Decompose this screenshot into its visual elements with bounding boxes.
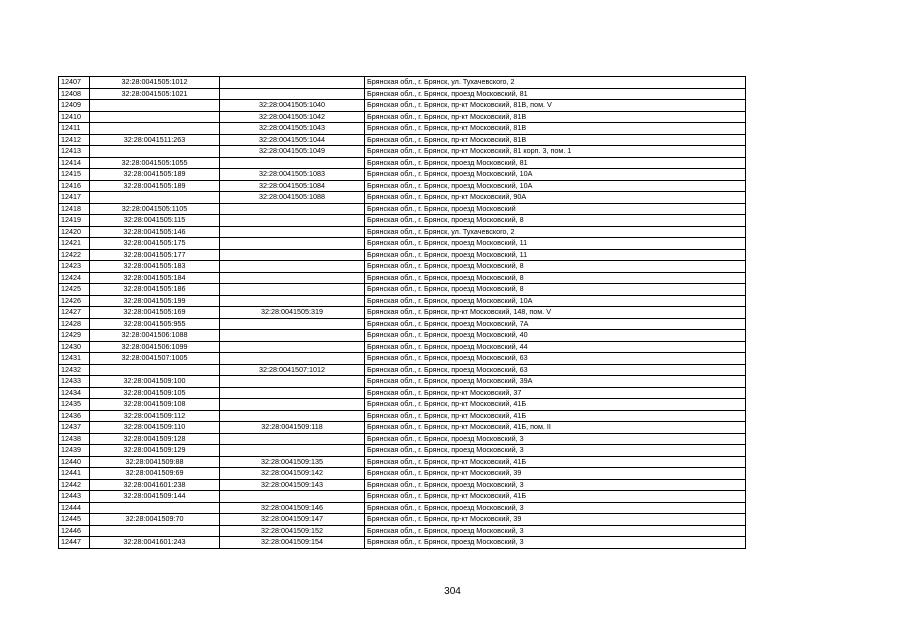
related-cadastral-number-cell: 32:28:0041509:135 <box>220 456 365 468</box>
related-cadastral-number-cell: 32:28:0041509:142 <box>220 468 365 480</box>
cadastral-number-cell: 32:28:0041509:88 <box>90 456 220 468</box>
table-row <box>59 387 746 399</box>
cadastral-number-cell: 32:28:0041505:115 <box>90 215 220 227</box>
cadastral-number-cell: 32:28:0041506:1099 <box>90 341 220 353</box>
cadastral-number-cell: 32:28:0041505:189 <box>90 180 220 192</box>
address-cell: Брянская обл., г. Брянск, пр-кт Московский, 39 <box>365 468 746 480</box>
address-cell: Брянская обл., г. Брянск, проезд Московский, 10А <box>365 180 746 192</box>
table-row <box>59 272 746 284</box>
row-number-cell: 12442 <box>59 479 90 491</box>
cadastral-number-cell: 32:28:0041505:955 <box>90 318 220 330</box>
related-cadastral-number-cell: 32:28:0041505:1088 <box>220 192 365 204</box>
address-cell: Брянская обл., г. Брянск, проезд Московский, 8 <box>365 284 746 296</box>
cadastral-number-cell: 32:28:0041506:1088 <box>90 330 220 342</box>
table-row <box>59 364 746 376</box>
table-row <box>59 376 746 388</box>
related-cadastral-number-cell: 32:28:0041509:147 <box>220 514 365 526</box>
related-cadastral-number-cell: 32:28:0041509:118 <box>220 422 365 434</box>
address-cell: Брянская обл., г. Брянск, проезд Московский, 11 <box>365 238 746 250</box>
cadastral-number-cell: 32:28:0041505:186 <box>90 284 220 296</box>
cadastral-number-cell: 32:28:0041505:184 <box>90 272 220 284</box>
row-number-cell: 12434 <box>59 387 90 399</box>
related-cadastral-number-cell: 32:28:0041509:146 <box>220 502 365 514</box>
table-row <box>59 330 746 342</box>
row-number-cell: 12431 <box>59 353 90 365</box>
address-cell: Брянская обл., г. Брянск, ул. Тухачевского, 2 <box>365 226 746 238</box>
table-row <box>59 318 746 330</box>
row-number-cell: 12409 <box>59 100 90 112</box>
related-cadastral-number-cell <box>220 295 365 307</box>
related-cadastral-number-cell <box>220 157 365 169</box>
table-row <box>59 479 746 491</box>
table-row <box>59 261 746 273</box>
cadastral-number-cell: 32:28:0041505:1021 <box>90 88 220 100</box>
table-row <box>59 77 746 89</box>
row-number-cell: 12423 <box>59 261 90 273</box>
address-cell: Брянская обл., г. Брянск, проезд Московский, 44 <box>365 341 746 353</box>
table-row <box>59 249 746 261</box>
cadastral-number-cell: 32:28:0041509:108 <box>90 399 220 411</box>
cadastral-number-cell: 32:28:0041505:177 <box>90 249 220 261</box>
row-number-cell: 12421 <box>59 238 90 250</box>
table-row <box>59 514 746 526</box>
address-cell: Брянская обл., г. Брянск, проезд Московский, 3 <box>365 525 746 537</box>
address-cell: Брянская обл., г. Брянск, пр-кт Московский, 148, пом. V <box>365 307 746 319</box>
address-cell: Брянская обл., г. Брянск, проезд Московский, 63 <box>365 364 746 376</box>
row-number-cell: 12412 <box>59 134 90 146</box>
related-cadastral-number-cell: 32:28:0041505:1044 <box>220 134 365 146</box>
related-cadastral-number-cell: 32:28:0041505:319 <box>220 307 365 319</box>
cadastral-number-cell: 32:28:0041509:112 <box>90 410 220 422</box>
address-cell: Брянская обл., г. Брянск, пр-кт Московский, 81В, пом. V <box>365 100 746 112</box>
table-row <box>59 422 746 434</box>
table-row <box>59 111 746 123</box>
related-cadastral-number-cell <box>220 376 365 388</box>
table-row <box>59 295 746 307</box>
table-row <box>59 456 746 468</box>
row-number-cell: 12414 <box>59 157 90 169</box>
address-cell: Брянская обл., г. Брянск, проезд Московский, 8 <box>365 261 746 273</box>
cadastral-number-cell: 32:28:0041505:183 <box>90 261 220 273</box>
cadastral-number-cell: 32:28:0041509:129 <box>90 445 220 457</box>
address-cell: Брянская обл., г. Брянск, проезд Московский, 8 <box>365 215 746 227</box>
address-cell: Брянская обл., г. Брянск, пр-кт Московский, 41Б <box>365 491 746 503</box>
related-cadastral-number-cell <box>220 399 365 411</box>
table-row <box>59 284 746 296</box>
address-cell: Брянская обл., г. Брянск, пр-кт Московский, 81В <box>365 111 746 123</box>
table-row <box>59 88 746 100</box>
related-cadastral-number-cell <box>220 226 365 238</box>
cadastral-number-cell <box>90 525 220 537</box>
table-row <box>59 203 746 215</box>
address-cell: Брянская обл., г. Брянск, пр-кт Московский, 41Б, пом. II <box>365 422 746 434</box>
table-row <box>59 307 746 319</box>
address-cell: Брянская обл., г. Брянск, проезд Московский, 81 <box>365 88 746 100</box>
row-number-cell: 12419 <box>59 215 90 227</box>
table-row <box>59 399 746 411</box>
cadastral-number-cell: 32:28:0041505:189 <box>90 169 220 181</box>
address-cell: Брянская обл., г. Брянск, проезд Московский, 10А <box>365 169 746 181</box>
cadastral-number-cell: 32:28:0041505:175 <box>90 238 220 250</box>
address-cell: Брянская обл., г. Брянск, пр-кт Московский, 81В <box>365 123 746 135</box>
row-number-cell: 12444 <box>59 502 90 514</box>
cadastral-number-cell: 32:28:0041509:128 <box>90 433 220 445</box>
cadastral-number-cell: 32:28:0041509:70 <box>90 514 220 526</box>
address-cell: Брянская обл., г. Брянск, пр-кт Московский, 39 <box>365 514 746 526</box>
related-cadastral-number-cell: 32:28:0041509:154 <box>220 537 365 549</box>
table-row <box>59 238 746 250</box>
row-number-cell: 12435 <box>59 399 90 411</box>
page-number: 304 <box>444 586 461 597</box>
related-cadastral-number-cell: 32:28:0041505:1083 <box>220 169 365 181</box>
table-row <box>59 491 746 503</box>
table-row <box>59 169 746 181</box>
related-cadastral-number-cell: 32:28:0041509:143 <box>220 479 365 491</box>
related-cadastral-number-cell: 32:28:0041509:152 <box>220 525 365 537</box>
related-cadastral-number-cell <box>220 330 365 342</box>
related-cadastral-number-cell <box>220 284 365 296</box>
cadastral-number-cell <box>90 146 220 158</box>
cadastral-number-cell: 32:28:0041509:110 <box>90 422 220 434</box>
row-number-cell: 12408 <box>59 88 90 100</box>
row-number-cell: 12418 <box>59 203 90 215</box>
table-row <box>59 445 746 457</box>
related-cadastral-number-cell <box>220 88 365 100</box>
table-row <box>59 353 746 365</box>
row-number-cell: 12445 <box>59 514 90 526</box>
table-row <box>59 537 746 549</box>
table-row <box>59 100 746 112</box>
row-number-cell: 12427 <box>59 307 90 319</box>
cadastral-number-cell <box>90 123 220 135</box>
cadastral-number-cell <box>90 502 220 514</box>
related-cadastral-number-cell <box>220 77 365 89</box>
related-cadastral-number-cell <box>220 341 365 353</box>
address-cell: Брянская обл., г. Брянск, проезд Московский, 8 <box>365 272 746 284</box>
related-cadastral-number-cell <box>220 445 365 457</box>
row-number-cell: 12428 <box>59 318 90 330</box>
row-number-cell: 12438 <box>59 433 90 445</box>
related-cadastral-number-cell <box>220 433 365 445</box>
row-number-cell: 12447 <box>59 537 90 549</box>
related-cadastral-number-cell <box>220 491 365 503</box>
table-row <box>59 123 746 135</box>
cadastral-number-cell <box>90 364 220 376</box>
address-cell: Брянская обл., г. Брянск, пр-кт Московский, 41Б <box>365 410 746 422</box>
row-number-cell: 12415 <box>59 169 90 181</box>
cadastral-number-cell: 32:28:0041511:263 <box>90 134 220 146</box>
row-number-cell: 12433 <box>59 376 90 388</box>
table-row <box>59 468 746 480</box>
row-number-cell: 12420 <box>59 226 90 238</box>
address-cell: Брянская обл., г. Брянск, проезд Московский, 3 <box>365 433 746 445</box>
address-cell: Брянская обл., г. Брянск, проезд Московский <box>365 203 746 215</box>
address-cell: Брянская обл., г. Брянск, пр-кт Московский, 41Б <box>365 456 746 468</box>
row-number-cell: 12436 <box>59 410 90 422</box>
cadastral-number-cell: 32:28:0041507:1005 <box>90 353 220 365</box>
table-row <box>59 341 746 353</box>
row-number-cell: 12413 <box>59 146 90 158</box>
cadastral-number-cell <box>90 100 220 112</box>
related-cadastral-number-cell <box>220 353 365 365</box>
row-number-cell: 12439 <box>59 445 90 457</box>
row-number-cell: 12429 <box>59 330 90 342</box>
row-number-cell: 12410 <box>59 111 90 123</box>
row-number-cell: 12430 <box>59 341 90 353</box>
address-cell: Брянская обл., г. Брянск, проезд Московский, 40 <box>365 330 746 342</box>
related-cadastral-number-cell: 32:28:0041507:1012 <box>220 364 365 376</box>
row-number-cell: 12441 <box>59 468 90 480</box>
address-cell: Брянская обл., г. Брянск, пр-кт Московский, 90А <box>365 192 746 204</box>
row-number-cell: 12422 <box>59 249 90 261</box>
address-cell: Брянская обл., г. Брянск, ул. Тухачевского, 2 <box>365 77 746 89</box>
address-cell: Брянская обл., г. Брянск, пр-кт Московский, 41Б <box>365 399 746 411</box>
table-row <box>59 146 746 158</box>
row-number-cell: 12416 <box>59 180 90 192</box>
address-cell: Брянская обл., г. Брянск, пр-кт Московский, 81В <box>365 134 746 146</box>
table-row <box>59 192 746 204</box>
row-number-cell: 12417 <box>59 192 90 204</box>
row-number-cell: 12425 <box>59 284 90 296</box>
row-number-cell: 12437 <box>59 422 90 434</box>
property-register-table <box>58 76 746 549</box>
related-cadastral-number-cell <box>220 238 365 250</box>
cadastral-number-cell: 32:28:0041509:144 <box>90 491 220 503</box>
cadastral-number-cell: 32:28:0041509:100 <box>90 376 220 388</box>
address-cell: Брянская обл., г. Брянск, проезд Московский, 81 <box>365 157 746 169</box>
table-row <box>59 134 746 146</box>
cadastral-number-cell: 32:28:0041505:1055 <box>90 157 220 169</box>
related-cadastral-number-cell: 32:28:0041505:1040 <box>220 100 365 112</box>
related-cadastral-number-cell: 32:28:0041505:1042 <box>220 111 365 123</box>
table-row <box>59 157 746 169</box>
related-cadastral-number-cell <box>220 215 365 227</box>
address-cell: Брянская обл., г. Брянск, проезд Московский, 7А <box>365 318 746 330</box>
cadastral-number-cell: 32:28:0041509:69 <box>90 468 220 480</box>
related-cadastral-number-cell <box>220 387 365 399</box>
row-number-cell: 12411 <box>59 123 90 135</box>
table-row <box>59 410 746 422</box>
table-body <box>59 77 746 549</box>
table-row <box>59 525 746 537</box>
row-number-cell: 12424 <box>59 272 90 284</box>
address-cell: Брянская обл., г. Брянск, проезд Московский, 3 <box>365 445 746 457</box>
related-cadastral-number-cell <box>220 261 365 273</box>
related-cadastral-number-cell <box>220 249 365 261</box>
row-number-cell: 12443 <box>59 491 90 503</box>
related-cadastral-number-cell <box>220 410 365 422</box>
cadastral-number-cell: 32:28:0041505:1105 <box>90 203 220 215</box>
related-cadastral-number-cell <box>220 272 365 284</box>
cadastral-number-cell <box>90 192 220 204</box>
row-number-cell: 12426 <box>59 295 90 307</box>
cadastral-number-cell: 32:28:0041505:1012 <box>90 77 220 89</box>
cadastral-number-cell: 32:28:0041601:238 <box>90 479 220 491</box>
related-cadastral-number-cell: 32:28:0041505:1084 <box>220 180 365 192</box>
cadastral-number-cell: 32:28:0041505:199 <box>90 295 220 307</box>
row-number-cell: 12446 <box>59 525 90 537</box>
table-row <box>59 215 746 227</box>
address-cell: Брянская обл., г. Брянск, проезд Московский, 3 <box>365 502 746 514</box>
cadastral-number-cell: 32:28:0041601:243 <box>90 537 220 549</box>
address-cell: Брянская обл., г. Брянск, проезд Московский, 10А <box>365 295 746 307</box>
cadastral-number-cell: 32:28:0041505:146 <box>90 226 220 238</box>
table-row <box>59 433 746 445</box>
related-cadastral-number-cell <box>220 203 365 215</box>
address-cell: Брянская обл., г. Брянск, проезд Московский, 63 <box>365 353 746 365</box>
address-cell: Брянская обл., г. Брянск, пр-кт Московский, 37 <box>365 387 746 399</box>
address-cell: Брянская обл., г. Брянск, проезд Московский, 3 <box>365 537 746 549</box>
related-cadastral-number-cell: 32:28:0041505:1049 <box>220 146 365 158</box>
address-cell: Брянская обл., г. Брянск, проезд Московский, 39А <box>365 376 746 388</box>
row-number-cell: 12440 <box>59 456 90 468</box>
address-cell: Брянская обл., г. Брянск, пр-кт Московский, 81 корп. 3, пом. 1 <box>365 146 746 158</box>
related-cadastral-number-cell <box>220 318 365 330</box>
address-cell: Брянская обл., г. Брянск, проезд Московский, 11 <box>365 249 746 261</box>
cadastral-number-cell: 32:28:0041509:105 <box>90 387 220 399</box>
table-row <box>59 180 746 192</box>
row-number-cell: 12407 <box>59 77 90 89</box>
table-row <box>59 502 746 514</box>
related-cadastral-number-cell: 32:28:0041505:1043 <box>220 123 365 135</box>
cadastral-number-cell <box>90 111 220 123</box>
cadastral-number-cell: 32:28:0041505:169 <box>90 307 220 319</box>
row-number-cell: 12432 <box>59 364 90 376</box>
table-row <box>59 226 746 238</box>
address-cell: Брянская обл., г. Брянск, проезд Московский, 3 <box>365 479 746 491</box>
